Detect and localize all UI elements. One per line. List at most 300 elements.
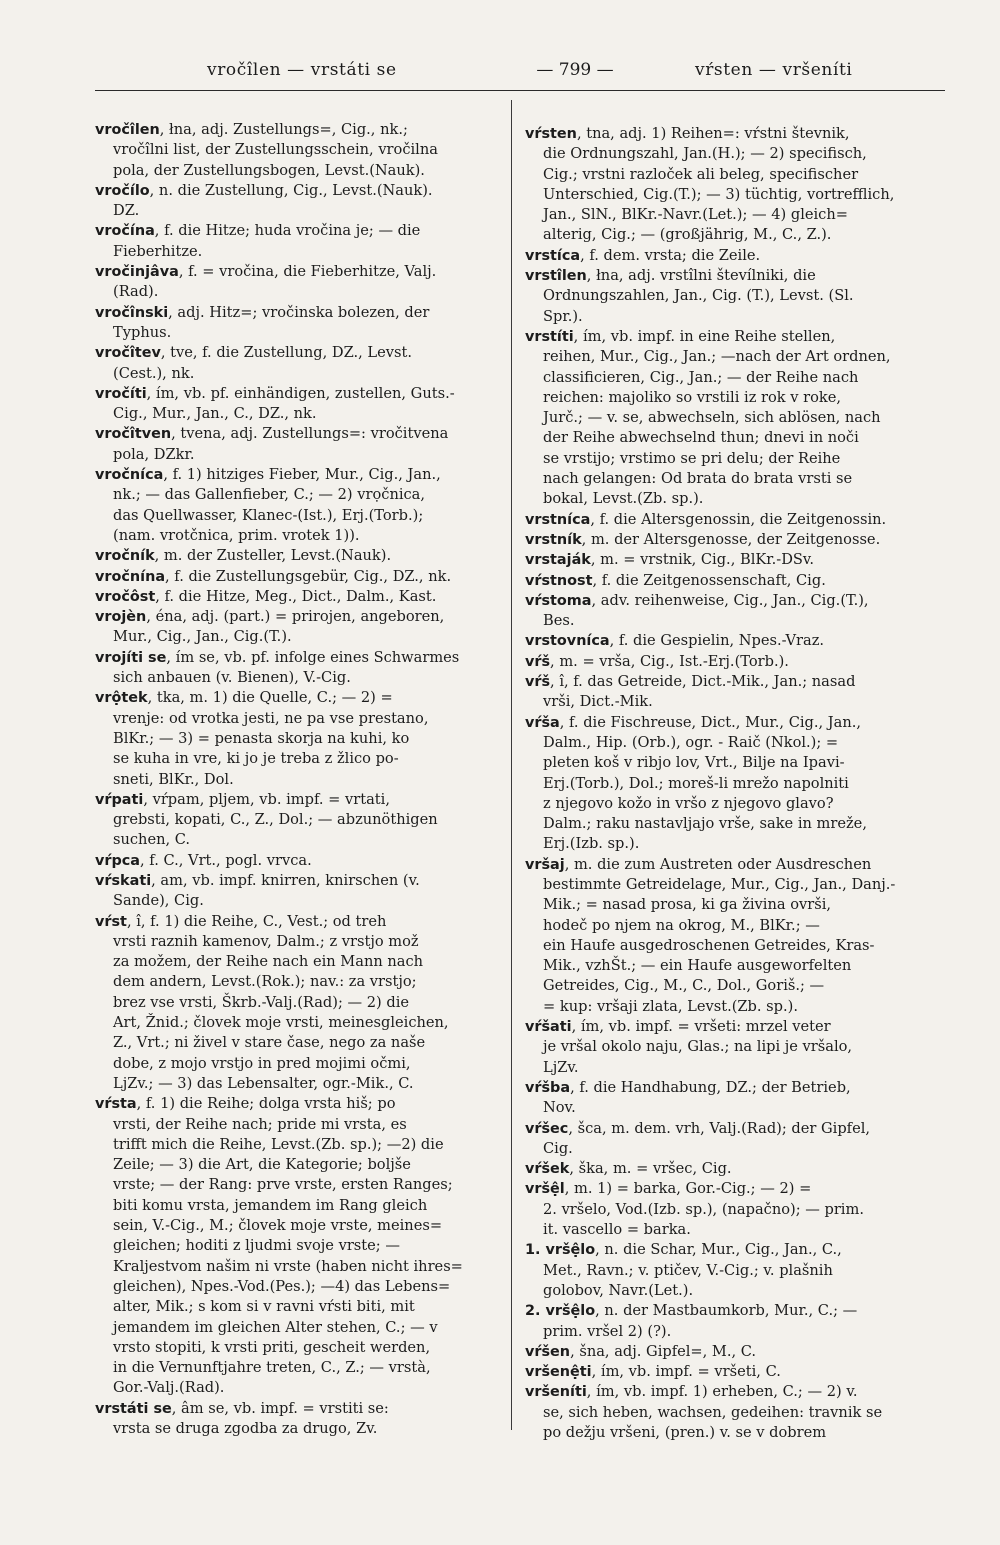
entry-line <box>525 1058 945 1078</box>
entry-text: (Cest.), nk. <box>113 364 195 382</box>
entry-line <box>95 1399 503 1419</box>
entry-line <box>95 912 503 932</box>
entry-line <box>95 546 503 566</box>
entry-line <box>95 1236 503 1256</box>
entry-line <box>525 1240 945 1260</box>
entry-line <box>525 774 945 794</box>
entry-line <box>525 753 945 773</box>
entry-text: Jurč.; — v. se, abwechseln, sich ablösen, nach <box>543 409 881 427</box>
entry-text: , f. 1) hitziges Fieber, Mur., Cig., Jan., <box>163 466 441 484</box>
entry-line <box>95 181 503 201</box>
entry-text: jemandem im gleichen Alter stehen, C.; — v <box>113 1318 438 1336</box>
dictionary-entry <box>95 262 503 303</box>
dictionary-entry <box>95 790 503 851</box>
entry-text: it. vascello = barka. <box>543 1221 691 1239</box>
entry-headword: vŕsta <box>95 1096 137 1113</box>
entry-text: , éna, adj. (part.) = prirojen, angeboren, <box>146 608 445 626</box>
entry-text: , f. die Hitze, Meg., Dict., Dalm., Kast. <box>155 587 437 605</box>
entry-text: bestimmte Getreidelage, Mur., Cig., Jan., Danj.- <box>543 875 896 893</box>
entry-text: , n. die Schar, Mur., Cig., Jan., C., <box>595 1241 842 1259</box>
entry-text: dem andern, Levst.(Rok.); nav.: za vrstjo; <box>113 973 417 991</box>
entry-text: brez vse vrsti, Škrb.-Valj.(Rad); — 2) die <box>113 993 410 1011</box>
entry-text: hodeč po njem na okrog, M., BlKr.; — <box>543 916 820 934</box>
entry-text: , f. die Hitze; huda vročina je; — die <box>154 222 421 240</box>
entry-headword: vrstîlen <box>525 268 587 285</box>
entry-line <box>95 932 503 952</box>
dictionary-entry <box>525 1017 945 1078</box>
entry-line <box>95 1155 503 1175</box>
entry-text: vrši, Dict.-Mik. <box>543 693 653 711</box>
entry-text: , f. die Fischreuse, Dict., Mur., Cig., Jan., <box>559 713 862 731</box>
entry-headword: vŕsten <box>525 126 577 142</box>
entry-text: suchen, C. <box>113 831 191 849</box>
entry-text: in die Vernunftjahre treten, C., Z.; — vrstà, <box>113 1359 431 1377</box>
dictionary-entry <box>95 1094 503 1398</box>
entry-text: , m. der Altersgenosse, der Zeitgenosse. <box>581 530 881 548</box>
entry-line <box>525 1382 945 1402</box>
entry-headword: vročînski <box>95 304 169 321</box>
dictionary-entry <box>525 530 945 550</box>
entry-text: Mik., vzhŠt.; — ein Haufe ausgeworfelten <box>543 957 852 975</box>
entry-text: = kup: vršaji zlata, Levst.(Zb. sp.). <box>543 997 798 1015</box>
entry-headword: vrstíca <box>525 247 581 264</box>
entry-text: , adj. Hitz=; vročinska bolezen, der <box>168 303 430 321</box>
entry-line <box>95 1277 503 1297</box>
entry-headword: vročîtven <box>95 426 172 443</box>
entry-line <box>525 611 945 631</box>
entry-line <box>95 993 503 1013</box>
entry-line <box>95 221 503 241</box>
entry-text: (nam. vrotčnica, prim. vrotek 1)). <box>113 526 360 544</box>
header-right-guide: vŕsten — vršeníti <box>695 60 853 80</box>
entry-text: gleichen; hoditi z ljudmi svoje vrste; — <box>113 1237 400 1255</box>
entry-line <box>95 607 503 627</box>
dictionary-entry <box>525 855 945 1017</box>
entry-line <box>525 713 945 733</box>
entry-line <box>95 1297 503 1317</box>
entry-text: , f. C., Vrt., pogl. vrvca. <box>140 851 312 869</box>
entry-text: , łna, adj. Zustellungs=, Cig., nk.; <box>159 121 408 138</box>
entry-headword: vršenệti <box>525 1364 592 1381</box>
entry-line <box>95 567 503 587</box>
dictionary-entry <box>525 550 945 570</box>
entry-line <box>525 550 945 570</box>
entry-line <box>95 445 503 465</box>
entry-line <box>95 749 503 769</box>
dictionary-entry <box>95 912 503 1095</box>
entry-line <box>95 282 503 302</box>
entry-text: Jan., SlN., BlKr.-Navr.(Let.); — 4) gleich= <box>543 206 848 224</box>
entry-text: prim. vršel 2) (?). <box>543 1322 672 1340</box>
entry-line <box>525 1017 945 1037</box>
entry-line <box>525 956 945 976</box>
entry-line <box>525 591 945 611</box>
dictionary-entry <box>95 871 503 912</box>
entry-text: , ím se, vb. pf. infolge eines Schwarmes <box>166 648 460 666</box>
entry-line <box>525 1139 945 1159</box>
entry-headword: vŕpati <box>95 791 144 808</box>
entry-text: alterig, Cig.; — (großjährig, M., C., Z.). <box>543 226 832 244</box>
entry-line <box>95 1196 503 1216</box>
dictionary-entry <box>95 567 503 587</box>
entry-line <box>525 489 945 509</box>
entry-line <box>95 465 503 485</box>
entry-headword: vročîlen <box>95 122 160 138</box>
entry-line <box>525 246 945 266</box>
entry-text: Erj.(Izb. sp.). <box>543 835 640 853</box>
entry-line <box>525 266 945 286</box>
entry-line <box>95 1216 503 1236</box>
entry-text: , ím, vb. impf. = vršeti, C. <box>591 1363 781 1381</box>
entry-text: das Quellwasser, Klanec-(Ist.), Erj.(Torb.); <box>113 506 424 524</box>
entry-text: vrsta se druga zgodba za drugo, Zv. <box>113 1420 378 1437</box>
entry-text: classificieren, Cig., Jan.; — der Reihe nach <box>543 368 859 386</box>
entry-text: , n. die Zustellung, Cig., Levst.(Nauk). <box>149 181 433 199</box>
entry-line <box>525 571 945 591</box>
dictionary-entry <box>95 221 503 262</box>
entry-line <box>95 729 503 749</box>
entry-line <box>525 1037 945 1057</box>
entry-line <box>95 587 503 607</box>
dictionary-entry <box>525 510 945 530</box>
entry-line <box>525 327 945 347</box>
page-number: — 799 — <box>536 60 614 80</box>
entry-headword: vrstníca <box>525 511 591 528</box>
entry-text: , f. 1) die Reihe; dolga vrsta hiš; po <box>136 1095 396 1113</box>
entry-text: grebsti, kopati, C., Z., Dol.; — abzunöthigen <box>113 811 438 829</box>
entry-headword: vršaj <box>525 856 565 873</box>
entry-headword: vŕpca <box>95 852 141 869</box>
entry-text: , łna, adj. vrstîlni števílniki, die <box>586 267 816 285</box>
entry-text: , šna, adj. Gipfel=, M., C. <box>570 1342 757 1360</box>
entry-line <box>525 1220 945 1240</box>
entry-text: za možem, der Reihe nach ein Mann nach <box>113 953 424 971</box>
dictionary-entry <box>525 571 945 591</box>
left-column <box>95 120 503 1439</box>
entry-text: Kraljestvom našim ni vrste (haben nicht ihres= <box>113 1257 463 1275</box>
entry-text: , tna, adj. 1) Reihen=: vŕstni števnik, <box>576 125 850 142</box>
dictionary-entry <box>525 652 945 672</box>
entry-line <box>95 1175 503 1195</box>
entry-line <box>525 144 945 164</box>
entry-text: trifft mich die Reihe, Levst.(Zb. sp.); —2) die <box>113 1135 444 1153</box>
entry-text: pola, der Zustellungsbogen, Levst.(Nauk). <box>113 161 425 179</box>
entry-text: nk.; — das Gallenfieber, C.; — 2) vrọčnica, <box>113 486 426 504</box>
entry-line <box>525 672 945 692</box>
entry-text: biti komu vrsta, jemandem im Rang gleich <box>113 1196 428 1214</box>
entry-text: Spr.). <box>543 307 583 325</box>
entry-line <box>95 526 503 546</box>
entry-line <box>525 652 945 672</box>
entry-text: Dalm., Hip. (Orb.), ogr. - Raič (Nkol.); = <box>543 733 839 751</box>
dictionary-entry <box>525 713 945 855</box>
entry-text: Dalm.; raku nastavljajo vrše, sake in mreže, <box>543 815 867 833</box>
dictionary-entry <box>525 672 945 713</box>
entry-text: bokal, Levst.(Zb. sp.). <box>543 490 704 508</box>
entry-headword: vŕša <box>525 714 560 731</box>
entry-line <box>525 124 945 144</box>
entry-text: , f. = vročina, die Fieberhitze, Valj. <box>178 263 437 281</box>
entry-text: Gor.-Valj.(Rad). <box>113 1379 225 1397</box>
entry-line <box>95 1054 503 1074</box>
entry-line <box>95 303 503 323</box>
entry-line <box>525 875 945 895</box>
entry-headword: vŕskati <box>95 872 152 889</box>
entry-line <box>95 648 503 668</box>
entry-text: gleichen), Npes.-Vod.(Pes.); —4) das Lebens= <box>113 1277 451 1295</box>
entry-line <box>95 688 503 708</box>
entry-text: , î, f. das Getreide, Dict.-Mik., Jan.; nasad <box>550 673 856 691</box>
entry-line <box>525 1179 945 1199</box>
entry-text: Cig.; vrstni razloček ali beleg, specifischer <box>543 165 859 183</box>
entry-text: Ordnungszahlen, Jan., Cig. (T.), Levst. (Sl. <box>543 287 854 305</box>
entry-line <box>95 1094 503 1114</box>
entry-line <box>525 1078 945 1098</box>
entry-line <box>525 449 945 469</box>
dictionary-entry <box>95 343 503 384</box>
entry-headword: 2. vršệlo <box>525 1303 596 1320</box>
entry-line <box>525 814 945 834</box>
running-header <box>95 60 945 86</box>
entry-line <box>525 510 945 530</box>
entry-line <box>95 1318 503 1338</box>
entry-line <box>95 323 503 343</box>
entry-line <box>95 201 503 221</box>
entry-line <box>95 140 503 160</box>
entry-headword: vrstovníca <box>525 633 610 650</box>
entry-text: , tka, m. 1) die Quelle, C.; — 2) = <box>147 689 393 707</box>
entry-line <box>95 851 503 871</box>
entry-text: , âm se, vb. impf. = vrstiti se: <box>171 1399 389 1417</box>
dictionary-entry <box>95 181 503 222</box>
entry-line <box>95 384 503 404</box>
entry-text: vročîlni list, der Zustellungsschein, vročilna <box>113 141 438 159</box>
entry-line <box>525 165 945 185</box>
entry-text: Bes. <box>543 612 575 630</box>
entry-headword: vŕš <box>525 674 551 691</box>
dictionary-entry <box>525 327 945 510</box>
entry-line <box>525 185 945 205</box>
entry-line <box>525 1119 945 1139</box>
entry-line <box>95 506 503 526</box>
dictionary-entry <box>525 591 945 632</box>
entry-line <box>95 1033 503 1053</box>
entry-line <box>95 424 503 444</box>
entry-text: Nov. <box>543 1099 576 1117</box>
entry-text: sein, V.-Cig., M.; človek moje vrste, meines= <box>113 1217 443 1235</box>
entry-line <box>95 972 503 992</box>
entry-line <box>95 161 503 181</box>
entry-line <box>95 1338 503 1358</box>
entry-line <box>525 1403 945 1423</box>
column-divider <box>511 100 512 1430</box>
entry-line <box>525 1281 945 1301</box>
entry-text: , f. die Zustellungsgebür, Cig., DZ., nk. <box>165 567 452 585</box>
entry-line <box>525 428 945 448</box>
entry-text: po dežju vršeni, (pren.) v. se v dobrem <box>543 1424 827 1441</box>
entry-line <box>525 1322 945 1342</box>
entry-line <box>525 834 945 854</box>
entry-line <box>525 1301 945 1321</box>
entry-text: die Ordnungszahl, Jan.(H.); — 2) specifisch, <box>543 145 867 163</box>
entry-line <box>95 770 503 790</box>
entry-text: Unterschied, Cig.(T.); — 3) tüchtig, vortrefflich, <box>543 185 895 203</box>
entry-text: , m. = vrstnik, Cig., BlKr.-DSv. <box>590 551 815 569</box>
dictionary-entry <box>95 607 503 648</box>
entry-line <box>95 810 503 830</box>
entry-text: pleten koš v ribjo lov, Vrt., Bilje na Ipavi- <box>543 754 845 772</box>
dictionary-entry <box>525 266 945 327</box>
entry-text: , f. dem. vrsta; die Zeile. <box>580 246 761 264</box>
entry-line <box>95 891 503 911</box>
dictionary-entry <box>525 1342 945 1362</box>
entry-line <box>95 871 503 891</box>
entry-headword: vročíti <box>95 385 147 402</box>
entry-text: Sande), Cig. <box>113 892 204 910</box>
entry-line <box>95 709 503 729</box>
entry-text: Getreides, Cig., M., C., Dol., Goriš.; — <box>543 977 825 995</box>
entry-line <box>525 976 945 996</box>
entry-line <box>525 997 945 1017</box>
entry-text: golobov, Navr.(Let.). <box>543 1281 694 1299</box>
entry-headword: vŕst <box>95 913 127 930</box>
entry-text: 2. vršelo, Vod.(Izb. sp.), (napačno); — prim. <box>543 1200 864 1218</box>
entry-text: , f. die Zeitgenossenschaft, Cig. <box>592 571 826 589</box>
entry-text: , n. der Mastbaumkorb, Mur., C.; — <box>595 1302 858 1320</box>
entry-text: je vršal okolo naju, Glas.; na lipi je vršalo, <box>543 1038 853 1056</box>
entry-text: Zeile; — 3) die Art, die Kategorie; boljše <box>113 1156 411 1174</box>
entry-headword: vrstník <box>525 531 582 548</box>
entry-headword: vrstaják <box>525 552 591 569</box>
dictionary-entry <box>525 246 945 266</box>
entry-text: , tve, f. die Zustellung, DZ., Levst. <box>160 344 412 362</box>
entry-line <box>525 205 945 225</box>
entry-text: nach gelangen: Od brata do brata vrsti se <box>543 470 853 488</box>
entry-line <box>95 790 503 810</box>
entry-text: vrste; — der Rang: prve vrste, ersten Ranges; <box>113 1176 453 1194</box>
dictionary-entry <box>525 1240 945 1301</box>
entry-text: Mik.; = nasad prosa, ki ga živina ovrši, <box>543 896 831 914</box>
entry-headword: vršệl <box>525 1181 565 1198</box>
entry-line <box>95 262 503 282</box>
entry-line <box>95 485 503 505</box>
entry-headword: vročîtev <box>95 345 161 362</box>
dictionary-entry <box>95 648 503 689</box>
dictionary-entry <box>525 124 945 246</box>
entry-line <box>95 1419 503 1439</box>
entry-headword: vrojèn <box>95 609 147 626</box>
entry-line <box>525 895 945 915</box>
entry-text: Fieberhitze. <box>113 242 203 260</box>
dictionary-entry <box>95 1399 503 1440</box>
dictionary-entry <box>95 546 503 566</box>
entry-text: , ím, vb. impf. in eine Reihe stellen, <box>573 327 836 345</box>
entry-text: , m. die zum Austreten oder Ausdreschen <box>564 855 872 873</box>
entry-text: vrenje: od vrotka jesti, ne pa vse prestano, <box>113 709 429 727</box>
entry-text: , f. die Handhabung, DZ.; der Betrieb, <box>570 1078 851 1096</box>
entry-line <box>525 469 945 489</box>
entry-text: , ška, m. = vršec, Cig. <box>569 1160 732 1178</box>
entry-line <box>525 916 945 936</box>
entry-headword: vŕšba <box>525 1079 571 1096</box>
dictionary-entry <box>525 1179 945 1240</box>
entry-headword: vŕšec <box>525 1120 569 1137</box>
entry-line <box>95 1013 503 1033</box>
entry-line <box>525 1098 945 1118</box>
entry-text: se, sich heben, wachsen, gedeihen: travnik se <box>543 1403 883 1421</box>
entry-headword: vŕšen <box>525 1343 571 1360</box>
entry-line <box>525 1423 945 1443</box>
entry-headword: vŕšati <box>525 1019 572 1036</box>
dictionary-entry <box>95 424 503 465</box>
entry-text: , f. die Altersgenossin, die Zeitgenossin. <box>590 510 887 528</box>
dictionary-entry <box>525 631 945 651</box>
entry-headword: vrstíti <box>525 328 574 345</box>
entry-text: reihen, Mur., Cig., Jan.; —nach der Art ordnen, <box>543 348 891 366</box>
entry-text: BlKr.; — 3) = penasta skorja na kuhi, ko <box>113 729 410 747</box>
entry-headword: vročník <box>95 548 155 565</box>
entry-line <box>525 347 945 367</box>
entry-line <box>95 1358 503 1378</box>
dictionary-entry <box>95 587 503 607</box>
entry-headword: vročinjâva <box>95 264 179 281</box>
dictionary-entry <box>525 1078 945 1119</box>
entry-line <box>525 1261 945 1281</box>
entry-text: LjZv. <box>543 1058 579 1076</box>
entry-line <box>95 668 503 688</box>
dictionary-entry <box>525 1362 945 1382</box>
entry-text: , vŕpam, pljem, vb. impf. = vrtati, <box>143 790 390 808</box>
entry-text: Typhus. <box>113 323 172 341</box>
header-rule <box>95 90 945 91</box>
entry-headword: vročína <box>95 223 155 240</box>
entry-headword: vročnína <box>95 568 166 585</box>
entry-text: ein Haufe ausgedroschenen Getreides, Kras- <box>543 936 875 954</box>
entry-text: , m. 1) = barka, Gor.-Cig.; — 2) = <box>564 1180 812 1198</box>
entry-text: , ím, vb. impf. = vršeti: mrzel veter <box>571 1018 831 1036</box>
entry-text: LjZv.; — 3) das Lebensalter, ogr.-Mik., C. <box>113 1074 414 1092</box>
entry-text: reichen: majoliko so vrstili iz rok v roke, <box>543 388 842 406</box>
entry-line <box>95 627 503 647</box>
entry-line <box>525 794 945 814</box>
entry-line <box>95 120 503 140</box>
entry-text: Cig. <box>543 1139 573 1157</box>
entry-text: sneti, BlKr., Dol. <box>113 770 234 788</box>
dictionary-entry <box>525 1159 945 1179</box>
entry-headword: vŕšek <box>525 1161 570 1178</box>
entry-text: , ím, vb. impf. 1) erheben, C.; — 2) v. <box>586 1383 858 1401</box>
entry-headword: vŕstnost <box>525 572 593 589</box>
entry-text: der Reihe abwechselnd thun; dnevi in noči <box>543 429 859 447</box>
dictionary-entry <box>525 1119 945 1160</box>
entry-text: , m. = vrša, Cig., Ist.-Erj.(Torb.). <box>550 652 789 670</box>
dictionary-entry <box>95 851 503 871</box>
entry-line <box>525 307 945 327</box>
entry-line <box>525 408 945 428</box>
entry-text: se vrstijo; vrstimo se pri delu; der Reihe <box>543 449 841 467</box>
entry-headword: vročílo <box>95 182 150 199</box>
entry-headword: vŕstoma <box>525 592 592 609</box>
dictionary-entry <box>95 120 503 181</box>
entry-text: , m. der Zusteller, Levst.(Nauk). <box>154 547 392 565</box>
entry-line <box>525 631 945 651</box>
entry-line <box>525 368 945 388</box>
entry-line <box>525 1342 945 1362</box>
dictionary-entry <box>95 688 503 789</box>
entry-text: sich anbauen (v. Bienen), V.-Cig. <box>113 669 351 687</box>
entry-text: DZ. <box>113 202 140 220</box>
entry-text: alter, Mik.; s kom si v ravni vŕsti biti, mit <box>113 1298 415 1316</box>
